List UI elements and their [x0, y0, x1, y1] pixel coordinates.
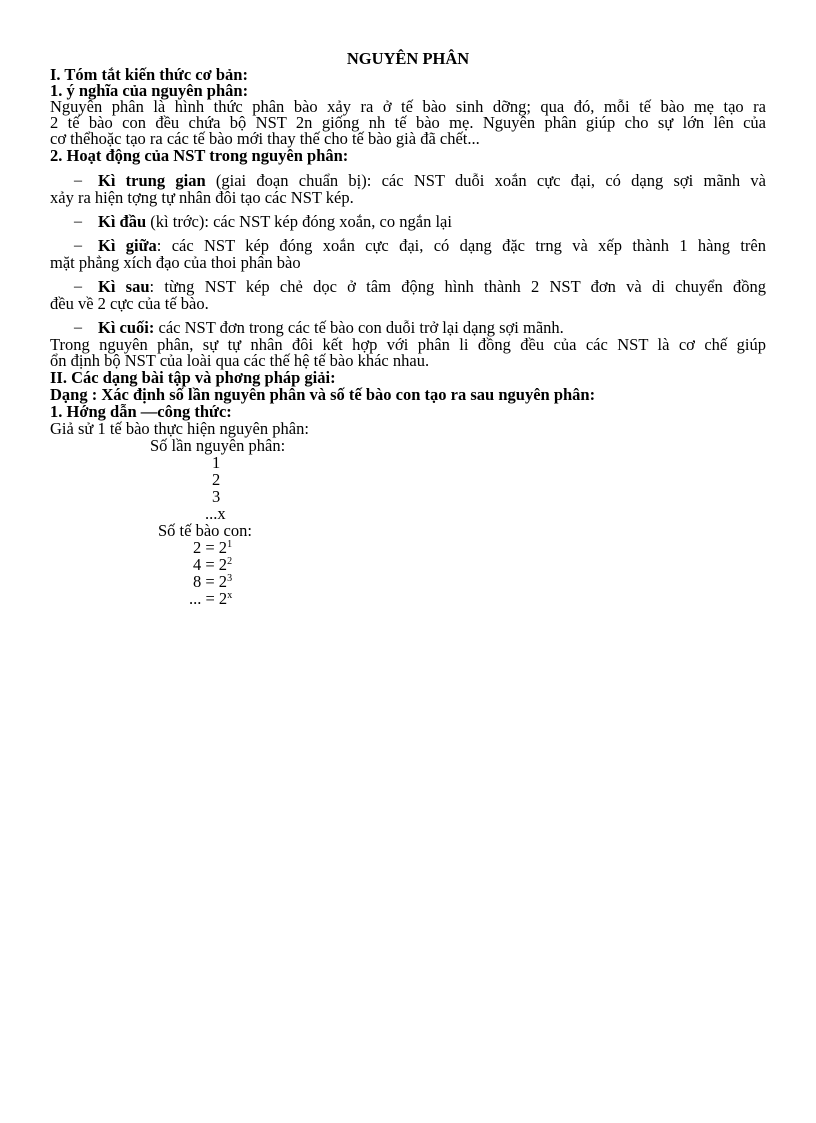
phase-line: [98, 320, 766, 336]
phase-text: : các NST kép đóng xoắn cực đại, có dạng đặc trng và xếp thành 1 hàng trên: [156, 236, 767, 255]
guide-heading: 1. Hớng dẫn —công thức:: [50, 402, 232, 421]
daughter-cells-label: Số tế bào con:: [158, 521, 252, 540]
phase-name: Kì đầu: [98, 212, 147, 231]
daughter-cells-formula: ... = $2^x$: [189, 589, 233, 608]
page-title: NGUYÊN PHÂN: [346, 49, 470, 68]
division-times-value: ...x: [205, 504, 226, 523]
phase-text: : từng NST kép chẻ dọc ở tâm động hình thành 2 NST đơn và di chuyển đồng: [149, 277, 766, 296]
phase-line: [98, 279, 766, 295]
subsection-2-heading: 2. Hoạt động của NST trong nguyên phân:: [50, 146, 349, 165]
phase-line: [98, 173, 766, 189]
paragraph-line: Nguyên phân là hình thức phân bào xảy ra ở tế bào sinh dỡng; qua đó, mỗi tế bào mẹ tạo ra: [50, 97, 766, 116]
summary-line: Trong nguyên phân, sự tự nhân đôi kết hợp với phân li đồng đều của các NST là cơ chế giúp: [50, 335, 766, 354]
paragraph-line: cơ thểhoặc tạo ra các tế bào mới thay thế cho tế bào già đã chết...: [50, 129, 480, 148]
phase-text: các NST đơn trong các tế bào con duỗi trở lại dạng sợi mãnh.: [154, 318, 564, 337]
phase-line: [98, 214, 766, 230]
daughter-cells-formula: $8 = 2^3$: [193, 572, 233, 591]
division-times-value: 2: [212, 470, 221, 489]
phase-line-continued: mặt phẳng xích đạo của thoi phân bào: [50, 253, 301, 272]
bullet-dash: –: [74, 213, 82, 230]
bullet-dash: –: [74, 172, 82, 189]
bullet-dash: –: [74, 278, 82, 295]
phase-name: Kì giữa: [98, 236, 157, 255]
problem-type-heading: Dạng : Xác định số lần nguyên phân và số tế bào con tạo ra sau nguyên phân:: [50, 385, 596, 404]
subsection-1-heading: 1. ý nghĩa của nguyên phân:: [50, 81, 249, 100]
division-times-value: 3: [212, 487, 221, 506]
phase-name: Kì sau: [98, 277, 150, 296]
phase-line-continued: đều về 2 cực của tế bào.: [50, 294, 209, 313]
phase-text: (giai đoạn chuẩn bị): các NST duỗi xoắn cực đại, có dạng sợi mãnh và: [205, 171, 766, 190]
division-times-value: 1: [212, 453, 221, 472]
phase-name: Kì cuối:: [98, 318, 155, 337]
phase-line: [98, 238, 766, 254]
daughter-cells-formula: $2 = 2^1$: [193, 538, 233, 557]
summary-line: ổn định bộ NST của loài qua các thế hệ tế bào khác nhau.: [50, 351, 430, 370]
phase-line-continued: xảy ra hiện tợng tự nhân đôi tạo các NST kép.: [50, 188, 354, 207]
section-1-heading: I. Tóm tắt kiến thức cơ bản:: [50, 65, 248, 84]
daughter-cells-formula: $4 = 2^2$: [193, 555, 233, 574]
assumption-line: Giả sử 1 tế bào thực hiện nguyên phân:: [50, 419, 309, 438]
section-2-heading: II. Các dạng bài tập và phơng pháp giải:: [50, 368, 336, 387]
division-times-label: Số lần nguyên phân:: [150, 436, 286, 455]
phase-name: Kì trung gian: [98, 171, 206, 190]
bullet-dash: –: [74, 319, 82, 336]
paragraph-line: 2 tế bào con đều chứa bộ NST 2n giống nh tế bào mẹ. Nguyên phân giúp cho sự lớn lên của: [50, 113, 766, 132]
bullet-dash: –: [74, 237, 82, 254]
phase-text: (kì trớc): các NST kép đóng xoắn, co ngắn lại: [146, 212, 452, 231]
